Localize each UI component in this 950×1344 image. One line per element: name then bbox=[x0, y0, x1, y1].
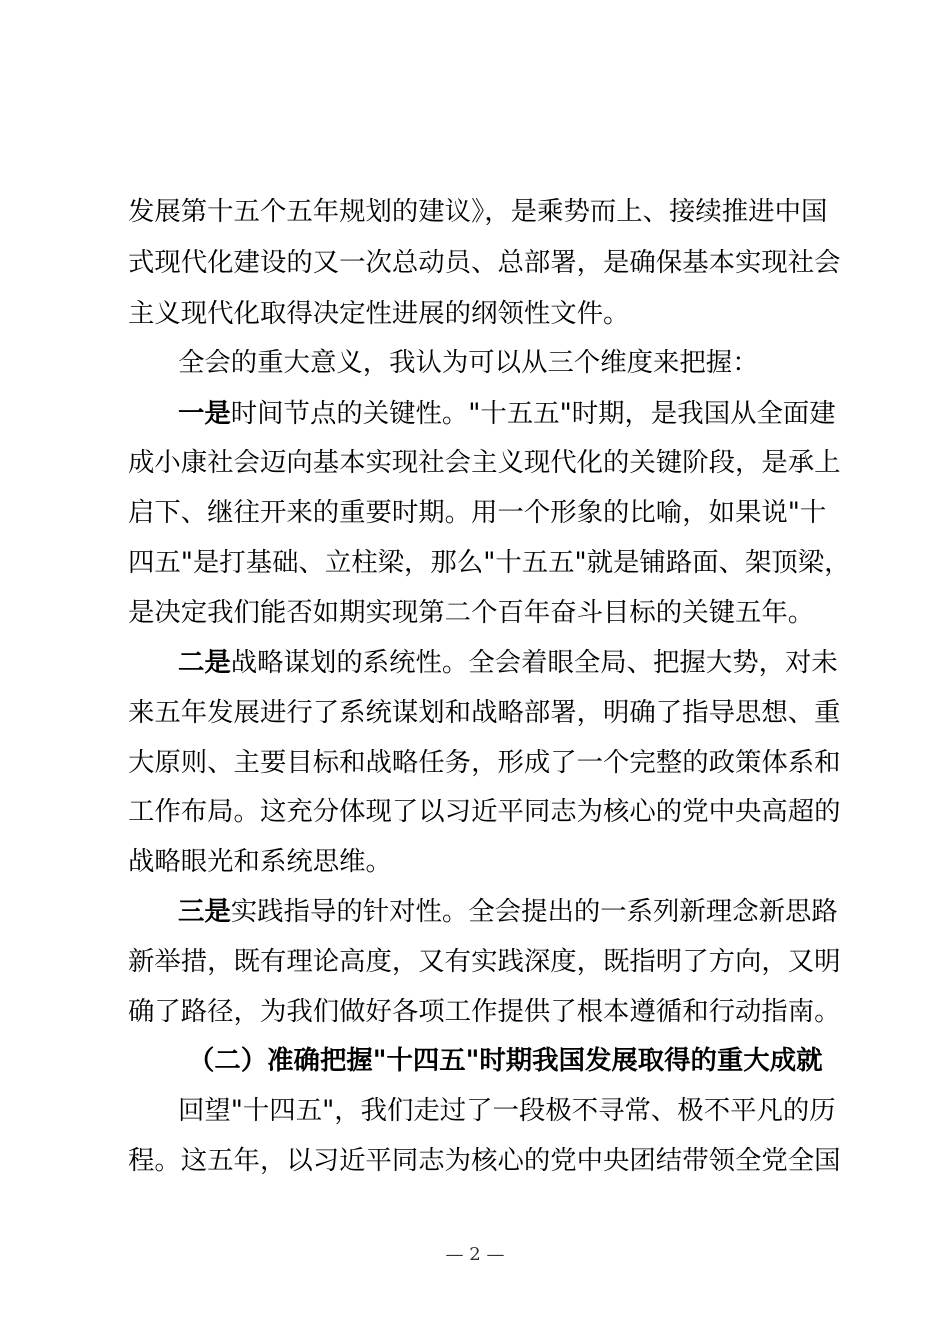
paragraph-line: 四五"是打基础、立柱梁，那么"十五五"就是铺路面、架顶梁， bbox=[128, 547, 851, 578]
point2-text: 战略谋划的系统性。全会着眼全局、把握大势，对未 bbox=[230, 647, 838, 678]
paragraph-line: 回望"十四五"，我们走过了一段极不寻常、极不平凡的历 bbox=[178, 1095, 836, 1126]
paragraph-line: 发展第十五个五年规划的建议》，是乘势而上、接续推进中国 bbox=[128, 196, 828, 227]
paragraph-line: 启下、继往开来的重要时期。用一个形象的比喻，如果说"十 bbox=[128, 497, 827, 528]
point1-lead: 一是 bbox=[178, 398, 231, 429]
paragraph-line: 式现代化建设的又一次总动员、总部署，是确保基本实现社会 bbox=[128, 247, 841, 278]
point3-first-line bbox=[178, 887, 888, 937]
paragraph-line: 全会的重大意义，我认为可以从三个维度来把握： bbox=[178, 347, 759, 378]
point1-first-line bbox=[178, 389, 888, 439]
paragraph-line: 程。这五年，以习近平同志为核心的党中央团结带领全党全国 bbox=[128, 1145, 841, 1176]
paragraph-line: 主义现代化取得决定性进展的纲领性文件。 bbox=[128, 298, 630, 329]
point3-text: 实践指导的针对性。全会提出的一系列新理念新思路 bbox=[230, 896, 838, 927]
paragraph-line: 新举措，既有理论高度，又有实践深度，既指明了方向，又明 bbox=[128, 946, 841, 977]
paragraph-line: 战略眼光和系统思维。 bbox=[128, 846, 392, 877]
paragraph-line: 大原则、主要目标和战略任务，形成了一个完整的政策体系和 bbox=[128, 747, 841, 778]
paragraph-line: 是决定我们能否如期实现第二个百年奋斗目标的关键五年。 bbox=[128, 597, 815, 628]
paragraph-line: 成小康社会迈向基本实现社会主义现代化的关键阶段，是承上 bbox=[128, 447, 841, 478]
page-number: — 2 — bbox=[445, 1244, 505, 1265]
section-heading: （二）准确把握"十四五"时期我国发展取得的重大成就 bbox=[188, 1045, 823, 1076]
paragraph-line: 确了路径，为我们做好各项工作提供了根本遵循和行动指南。 bbox=[128, 996, 841, 1027]
point2-first-line bbox=[178, 638, 888, 688]
point3-lead: 三是 bbox=[178, 896, 231, 927]
point2-lead: 二是 bbox=[178, 647, 231, 678]
paragraph-line: 来五年发展进行了系统谋划和战略部署，明确了指导思想、重 bbox=[128, 697, 841, 728]
point1-text: 时间节点的关键性。"十五五"时期，是我国从全面建 bbox=[230, 398, 836, 429]
paragraph-line: 工作布局。这充分体现了以习近平同志为核心的党中央高超的 bbox=[128, 796, 841, 827]
